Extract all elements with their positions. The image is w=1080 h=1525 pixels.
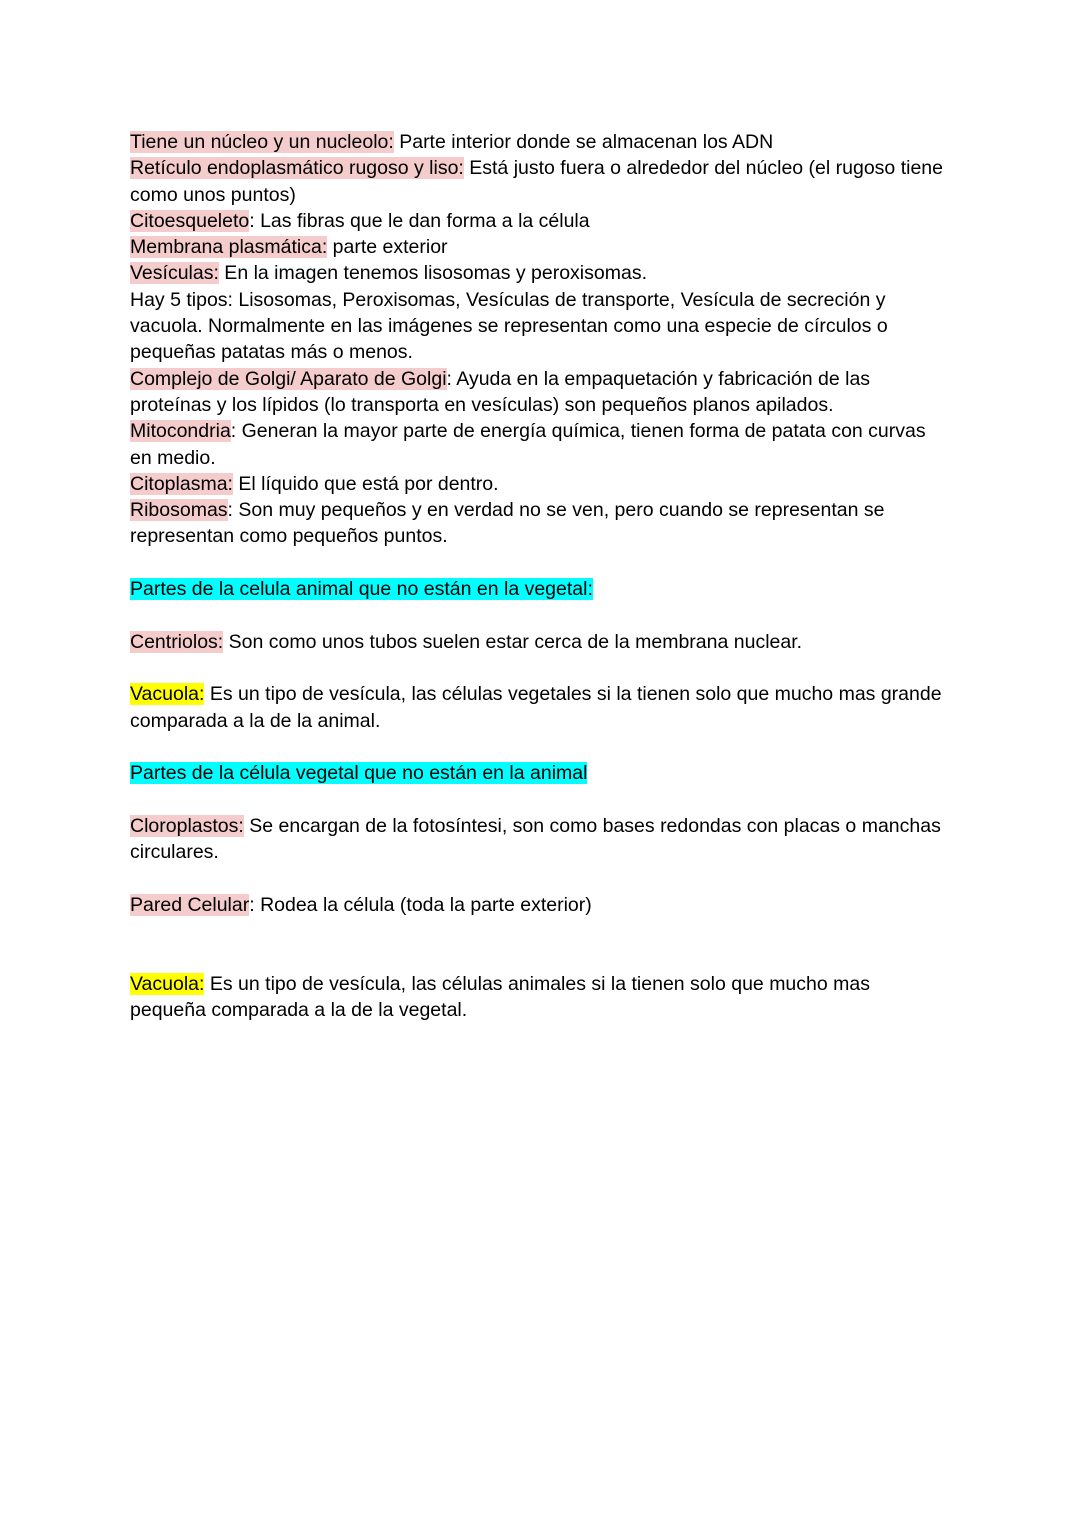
membrane-term: Membrana plasmática: xyxy=(130,236,328,259)
cytoskeleton-line xyxy=(130,208,950,234)
centrioles-text: Son como unos tubos suelen estar cerca de la membrana nuclear. xyxy=(223,630,803,653)
ribosomes-term: Ribosomas xyxy=(130,499,228,522)
cytoskeleton-text: : Las fibras que le dan forma a la célula xyxy=(249,209,590,232)
cytoskeleton-term: Citoesqueleto xyxy=(130,209,250,232)
animal-section-heading xyxy=(130,576,950,602)
plant-vacuole-term: Vacuola: xyxy=(130,972,205,995)
cytoplasm-line xyxy=(130,471,950,497)
membrane-text: parte exterior xyxy=(327,236,448,259)
vesicles-line xyxy=(130,260,950,286)
golgi-text: : Ayuda en la empaquetación y fabricación de las proteínas y los lípidos (lo transporta en vesículas) son pequeños planos apilados. xyxy=(130,367,871,416)
plant-vacuole-text: Es un tipo de vesícula, las células animales si la tienen solo que mucho mas pequeña comparada a la de la vegetal. xyxy=(130,972,870,1021)
cell-wall-term: Pared Celular xyxy=(130,893,250,916)
reticulum-line xyxy=(130,155,950,208)
centrioles-term: Centriolos: xyxy=(130,630,224,653)
mitochondria-term: Mitocondria xyxy=(130,420,231,443)
membrane-line xyxy=(130,234,950,260)
mitochondria-text: : Generan la mayor parte de energía química, tienen forma de patata con curvas en medio. xyxy=(130,420,926,469)
chloroplasts-line xyxy=(130,813,950,866)
plant-section-heading xyxy=(130,760,950,786)
vesicle-types-paragraph xyxy=(130,287,950,366)
animal-vacuole-line xyxy=(130,681,950,734)
vesicle-types-text: Hay 5 tipos: Lisosomas, Peroxisomas, Vesículas de transporte, Vesícula de secreción y vacuola. Normalmente en las imágenes se representan como una especie de círculos o pequeñas patatas más o menos. xyxy=(130,288,888,364)
nucleus-term: Tiene un núcleo y un nucleolo: xyxy=(130,131,394,153)
chloroplasts-term: Cloroplastos: xyxy=(130,814,244,837)
animal-heading-text: Partes de la celula animal que no están en la vegetal: xyxy=(130,578,593,601)
vesicles-text: En la imagen tenemos lisosomas y peroxisomas. xyxy=(218,262,647,285)
spacer xyxy=(130,865,950,891)
mitochondria-line xyxy=(130,418,950,471)
golgi-line xyxy=(130,366,950,419)
chloroplasts-text: Se encargan de la fotosíntesi, son como bases redondas con placas o manchas circulares. xyxy=(130,814,941,864)
spacer xyxy=(130,786,950,812)
reticulum-text: Está justo fuera o alrededor del núcleo (el rugoso tiene como unos puntos) xyxy=(130,157,943,206)
spacer xyxy=(130,734,950,760)
cell-wall-text: : Rodea la célula (toda la parte exterior) xyxy=(249,893,592,916)
reticulum-term: Retículo endoplasmático rugoso y liso: xyxy=(130,157,464,180)
ribosomes-text: : Son muy pequeños y en verdad no se ven, pero cuando se representan se representan como pequeños puntos. xyxy=(130,499,885,548)
cell-wall-line xyxy=(130,892,950,918)
plant-vacuole-line xyxy=(130,971,950,1024)
animal-vacuole-text: Es un tipo de vesícula, las células vegetales si la tienen solo que mucho mas grande comparada a la de la animal. xyxy=(130,683,942,732)
nucleus-line xyxy=(130,129,950,155)
golgi-term: Complejo de Golgi/ Aparato de Golgi xyxy=(130,367,447,390)
spacer xyxy=(130,602,950,628)
spacer xyxy=(130,918,950,971)
spacer xyxy=(130,655,950,681)
document-body xyxy=(130,129,950,1023)
centrioles-line xyxy=(130,629,950,655)
plant-heading-text: Partes de la célula vegetal que no están en la animal xyxy=(130,762,588,785)
ribosomes-line xyxy=(130,497,950,550)
animal-vacuole-term: Vacuola: xyxy=(130,683,205,706)
vesicles-term: Vesículas: xyxy=(130,262,219,285)
cytoplasm-text: El líquido que está por dentro. xyxy=(232,472,499,495)
spacer xyxy=(130,550,950,576)
nucleus-text: Parte interior donde se almacenan los ADN xyxy=(393,131,774,153)
cytoplasm-term: Citoplasma: xyxy=(130,472,233,495)
